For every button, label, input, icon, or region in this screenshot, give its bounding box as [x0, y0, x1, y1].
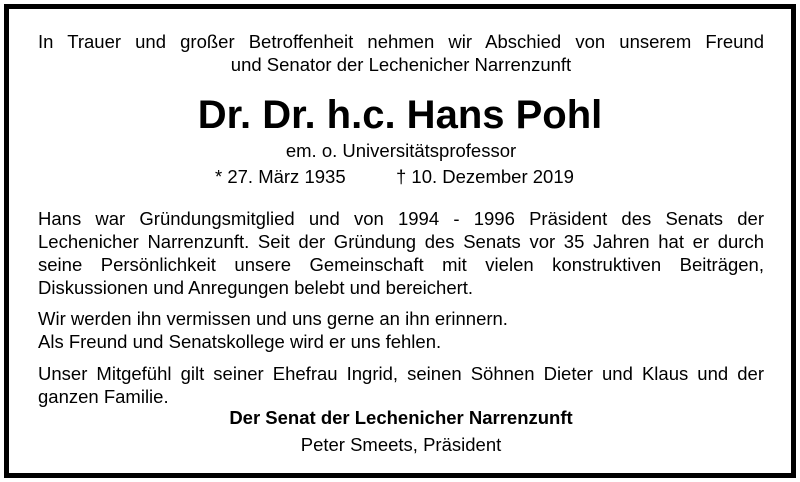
paragraph-3-line-2: ganzen Familie. [38, 386, 169, 407]
paragraph-1-line-2: Lechenicher Narrenzunft. Seit der Gründung des Senats vor 35 Jahren hat er durch [38, 231, 764, 252]
birth-date: * 27. März 1935 [215, 166, 346, 187]
death-date: † 10. Dezember 2019 [396, 166, 574, 187]
signature-signer: Peter Smeets, Präsident [300, 434, 502, 455]
paragraph-1-line-4: Diskussionen und Anregungen belebt und bereichert. [38, 277, 474, 298]
paragraph-2-line-2: Als Freund und Senatskollege wird er uns fehlen. [38, 331, 442, 352]
deceased-name: Dr. Dr. h.c. Hans Pohl [197, 93, 603, 137]
paragraph-1-line-1: Hans war Gründungsmitglied und von 1994 - 1996 Präsident des Senats der [38, 208, 764, 229]
signature-organization: Der Senat der Lechenicher Narrenzunft [229, 407, 573, 428]
paragraph-1-line-3: seine Persönlichkeit unsere Gemeinschaft mit vielen konstruktiven Beiträgen, [38, 254, 764, 275]
deceased-title: em. o. Universitätsprofessor [285, 140, 517, 161]
paragraph-3-line-1: Unser Mitgefühl gilt seiner Ehefrau Ingrid, seinen Söhnen Dieter und Klaus und der [38, 363, 764, 384]
intro-line-1: In Trauer und großer Betroffenheit nehmen wir Abschied von unserem Freund [38, 31, 764, 52]
paragraph-2-line-1: Wir werden ihn vermissen und uns gerne an ihn erinnern. [38, 308, 508, 329]
intro-line-2: und Senator der Lechenicher Narrenzunft [230, 54, 572, 75]
